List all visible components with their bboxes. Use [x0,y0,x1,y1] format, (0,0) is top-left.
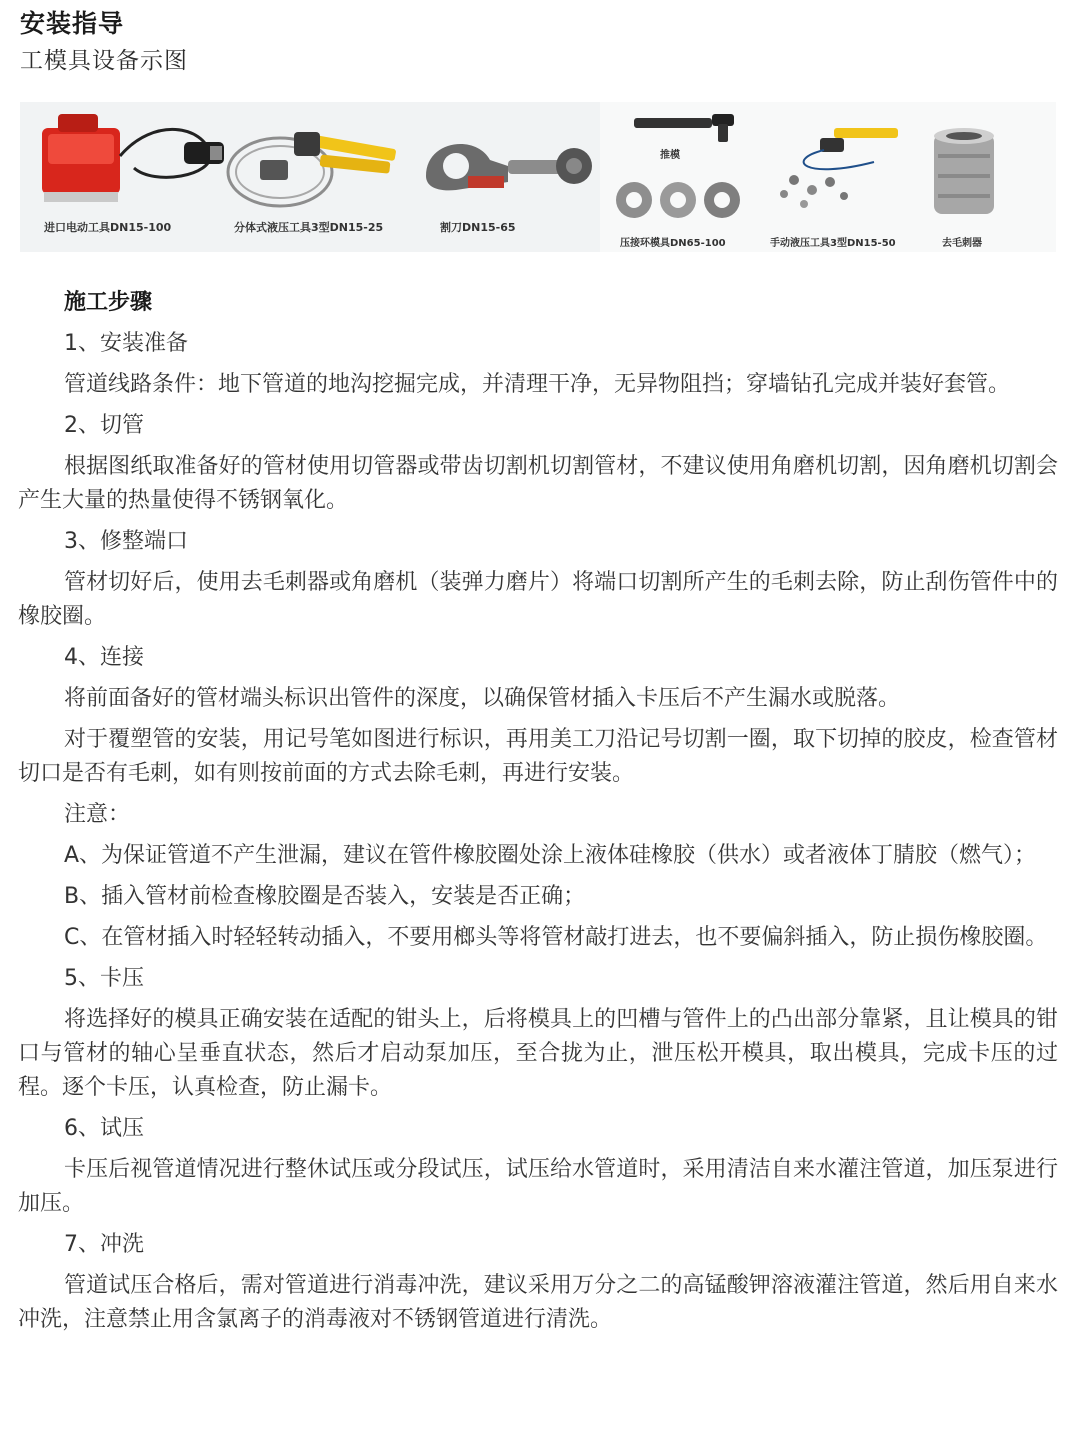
split-hydraulic-tool-icon [224,116,410,212]
section-title: 施工步骤 [64,290,153,315]
page-subtitle: 工模具设备示图 [20,48,188,74]
crimp-ring-dies-icon [610,176,750,224]
tool-label-electric: 进口电动工具DN15-100 [44,221,172,234]
note-item: A、为保证管道不产生泄漏，建议在管件橡胶圈处涂上液体硅橡胶（供水）或者液体丁腈胶（燃气）； [64,843,1037,868]
step-paragraph: 管道试压合格后，需对管道进行消毒冲洗，建议采用万分之二的高锰酸钾溶液灌注管道，然后用自来水冲洗，注意禁止用含氯离子的消毒液对不锈钢管道进行清洗。 [18,1273,1058,1332]
note-heading: 注意： [64,802,131,827]
step-title: 5、卡压 [64,966,144,991]
pipe-cutter-icon [416,120,596,200]
tool-label-split-hydraulic: 分体式液压工具3型DN15-25 [234,221,384,234]
electric-crimping-tool-icon [34,106,234,214]
step-title: 7、冲洗 [64,1232,144,1257]
note-item: B、插入管材前检查橡胶圈是否装入，安装是否正确； [64,884,586,909]
note-item: C、在管材插入时轻轻转动插入，不要用榔头等将管材敲打进去，也不要偏斜插入，防止损伤橡胶圈。 [64,925,1048,950]
construction-steps [18,286,1058,1344]
manual-hydraulic-tool-icon [764,120,914,212]
step-title: 1、安装准备 [64,331,188,356]
push-die-icon [630,110,740,144]
deburrer-icon [926,124,1002,224]
tool-label-deburrer: 去毛刺器 [942,238,982,249]
page-title: 安装指导 [20,9,125,38]
step-paragraph: 将前面备好的管材端头标识出管件的深度，以确保管材插入卡压后不产生漏水或脱落。 [64,686,901,711]
tools-banner [20,102,1056,252]
step-paragraph: 对于覆塑管的安装，用记号笔如图进行标识，再用美工刀沿记号切割一圈，取下切掉的胶皮，检查管材切口是否有毛刺，如有则按前面的方式去除毛刺，再进行安装。 [18,727,1058,786]
tool-label-cutter: 割刀DN15-65 [440,221,516,234]
step-title: 3、修整端口 [64,529,188,554]
step-title: 6、试压 [64,1116,144,1141]
step-paragraph: 管材切好后，使用去毛刺器或角磨机（装弹力磨片）将端口切割所产生的毛刺去除，防止刮伤管件中的橡胶圈。 [18,570,1058,629]
tool-label-crimp-dies: 压接环模具DN65-100 [620,238,726,249]
tool-label-manual-hydraulic: 手动液压工具3型DN15-50 [770,238,896,249]
step-paragraph: 根据图纸取准备好的管材使用切管器或带齿切割机切割管材，不建议使用角磨机切割，因角磨机切割会产生大量的热量使得不锈钢氧化。 [18,454,1058,513]
step-title: 4、连接 [64,645,144,670]
step-paragraph: 管道线路条件：地下管道的地沟挖掘完成，并清理干净，无异物阻挡；穿墙钻孔完成并装好套管。 [64,372,1011,397]
step-title: 2、切管 [64,413,144,438]
tool-label-push-die: 推模 [660,150,680,161]
step-paragraph: 卡压后视管道情况进行整休试压或分段试压，试压给水管道时，采用清洁自来水灌注管道，加压泵进行加压。 [18,1157,1058,1216]
step-paragraph: 将选择好的模具正确安装在适配的钳头上，后将模具上的凹槽与管件上的凸出部分靠紧，且让模具的钳口与管材的轴心呈垂直状态，然后才启动泵加压，至合拢为止，泄压松开模具，取出模具，完成卡压的过程。逐个卡压，认真检查，防止漏卡。 [18,1007,1058,1100]
